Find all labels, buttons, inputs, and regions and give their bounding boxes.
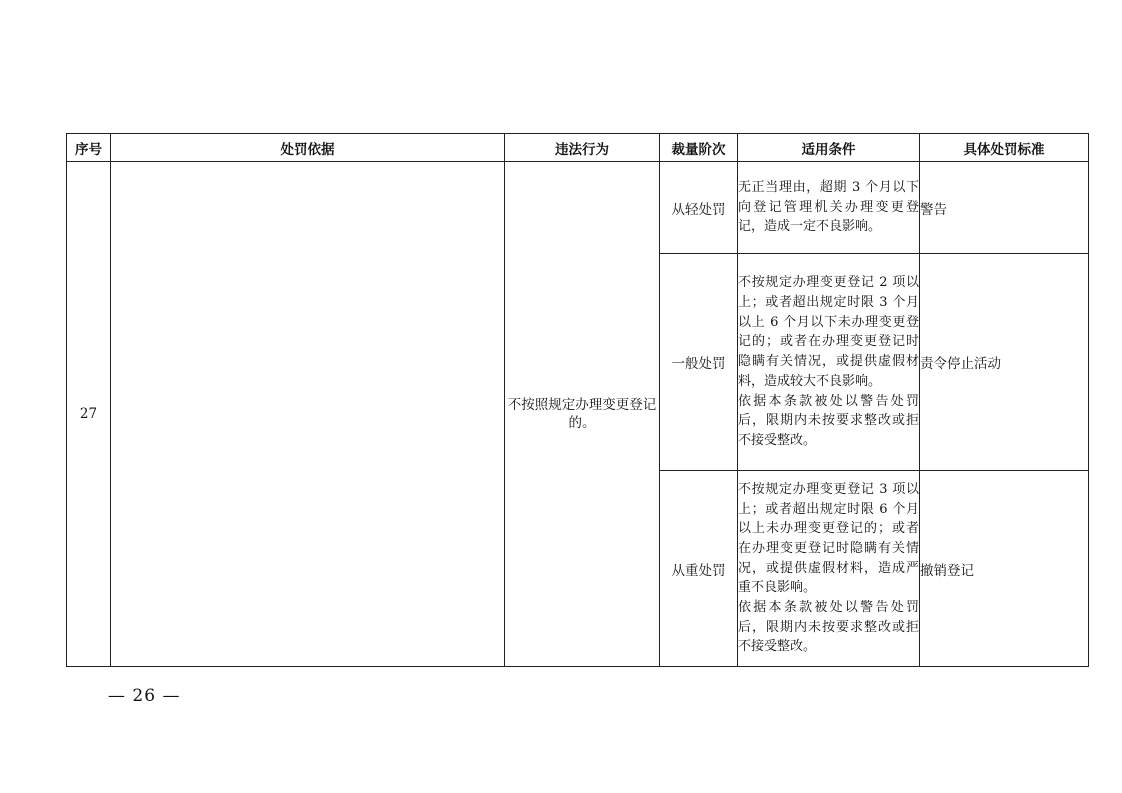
condition-text: 依据本条款被处以警告处罚后，限期内未按要求整改或拒不接受整改。	[738, 600, 919, 655]
penalty-standard-cell: 责令停止活动	[920, 254, 1089, 471]
penalty-standard-cell: 撤销登记	[920, 471, 1089, 667]
condition-text: 依据本条款被处以警告处罚后，限期内未按要求整改或拒不接受整改。	[738, 393, 919, 448]
condition-text: 不按规定办理变更登记 3 项以上；或者超出规定时限 6 个月以上未办理变更登记的；或者在办理变更登记时隐瞒有关情况，或提供虚假材料，造成严重不良影响。	[738, 481, 919, 596]
condition-text: 无正当理由，超期 3 个月以下向登记管理机关办理变更登记，造成一定不良影响。	[738, 179, 919, 235]
penalty-standard-table	[66, 133, 1089, 667]
table-header-row	[67, 134, 1089, 162]
condition-text: 不按规定办理变更登记 2 项以上；或者超出规定时限 3 个月以上 6 个月以下未办理变更登记的；或者在办理变更登记时隐瞒有关情况，或提供虚假材料，造成较大不良影响。	[738, 275, 919, 389]
illegal-act-cell: 不按照规定办理变更登记的。	[505, 162, 660, 667]
discretion-level-cell: 从轻处罚	[660, 162, 738, 254]
discretion-level-cell: 从重处罚	[660, 471, 738, 667]
header-penalty-standard: 具体处罚标准	[920, 134, 1089, 162]
penalty-standard-cell: 警告	[920, 162, 1089, 254]
table-row	[67, 162, 1089, 254]
serial-number-cell: 27	[67, 162, 111, 667]
header-penalty-basis: 处罚依据	[111, 134, 505, 162]
header-applicable-condition: 适用条件	[738, 134, 920, 162]
page-number: — 26 —	[108, 686, 181, 706]
applicable-condition-cell	[738, 162, 920, 254]
applicable-condition-cell	[738, 254, 920, 471]
penalty-basis-cell	[111, 162, 505, 667]
header-serial-number: 序号	[67, 134, 111, 162]
applicable-condition-cell	[738, 471, 920, 667]
header-illegal-act: 违法行为	[505, 134, 660, 162]
header-discretion-level: 裁量阶次	[660, 134, 738, 162]
discretion-level-cell: 一般处罚	[660, 254, 738, 471]
